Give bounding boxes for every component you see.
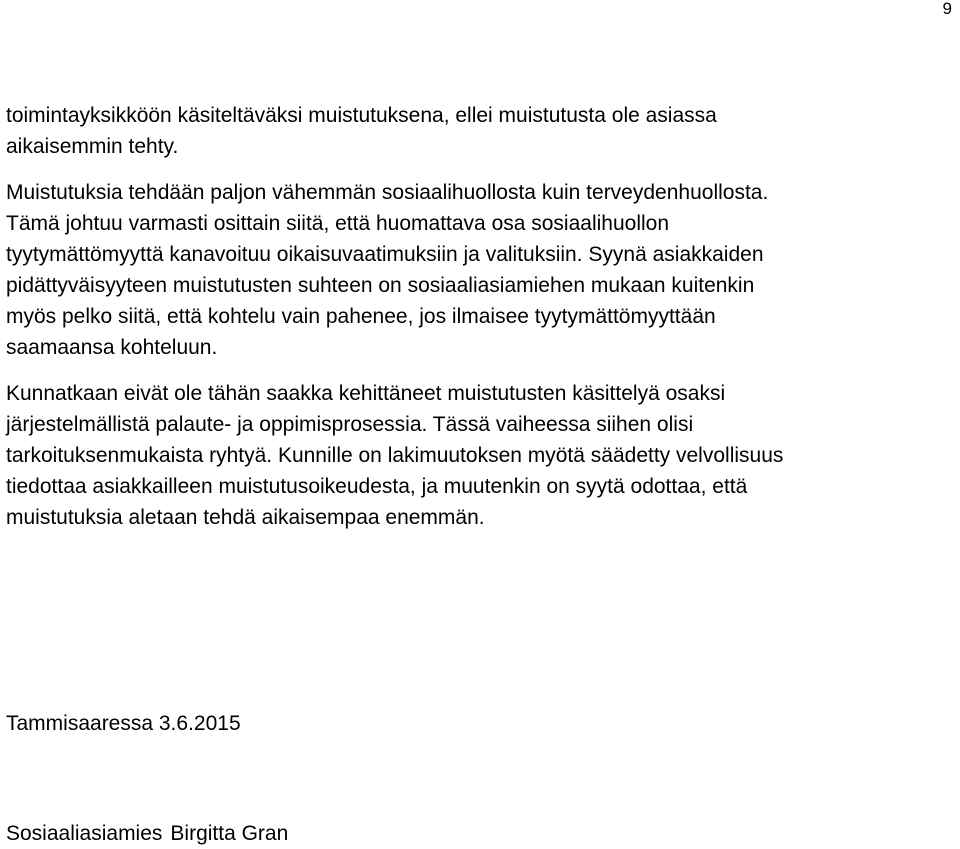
paragraph-2 xyxy=(6,177,956,363)
signature-title: Sosiaaliasiamies xyxy=(6,822,163,845)
text-line: toimintayksikköön käsiteltäväksi muistutuksena, ellei muistutusta ole asiassa xyxy=(6,104,717,127)
place-date: Tammisaaressa 3.6.2015 xyxy=(6,712,241,735)
paragraph-3 xyxy=(6,378,956,533)
page-number: 9 xyxy=(942,0,952,18)
text-line: Kunnatkaan eivät ole tähän saakka kehittäneet muistutusten käsittelyä osaksi xyxy=(6,382,726,405)
document-body xyxy=(6,100,956,533)
text-line: tiedottaa asiakkailleen muistutusoikeudesta, ja muutenkin on syytä odottaa, että xyxy=(6,475,748,498)
text-line: saamaansa kohteluun. xyxy=(6,336,218,359)
text-line: myös pelko siitä, että kohtelu vain pahenee, jos ilmaisee tyytymättömyyttään xyxy=(6,305,716,328)
text-line: järjestelmällistä palaute- ja oppimisprosessia. Tässä vaiheessa siihen olisi xyxy=(6,413,694,436)
paragraph-1 xyxy=(6,100,956,162)
text-line: pidättyväisyyteen muistutusten suhteen on sosiaaliasiamiehen mukaan kuitenkin xyxy=(6,274,755,297)
signature-name: Birgitta Gran xyxy=(170,822,289,845)
text-line: Muistutuksia tehdään paljon vähemmän sosiaalihuollosta kuin terveydenhuollosta. xyxy=(6,181,769,204)
text-line: tarkoituksenmukaista ryhtyä. Kunnille on lakimuutoksen myötä säädetty velvollisuus xyxy=(6,444,784,467)
text-line: Tämä johtuu varmasti osittain siitä, että huomattava osa sosiaalihuollon xyxy=(6,212,670,235)
signature-block xyxy=(6,818,288,849)
text-line: muistutuksia aletaan tehdä aikaisempaa enemmän. xyxy=(6,506,485,529)
text-line: aikaisemmin tehty. xyxy=(6,135,179,158)
text-line: tyytymättömyyttä kanavoituu oikaisuvaatimuksiin ja valituksiin. Syynä asiakkaiden xyxy=(6,243,764,266)
